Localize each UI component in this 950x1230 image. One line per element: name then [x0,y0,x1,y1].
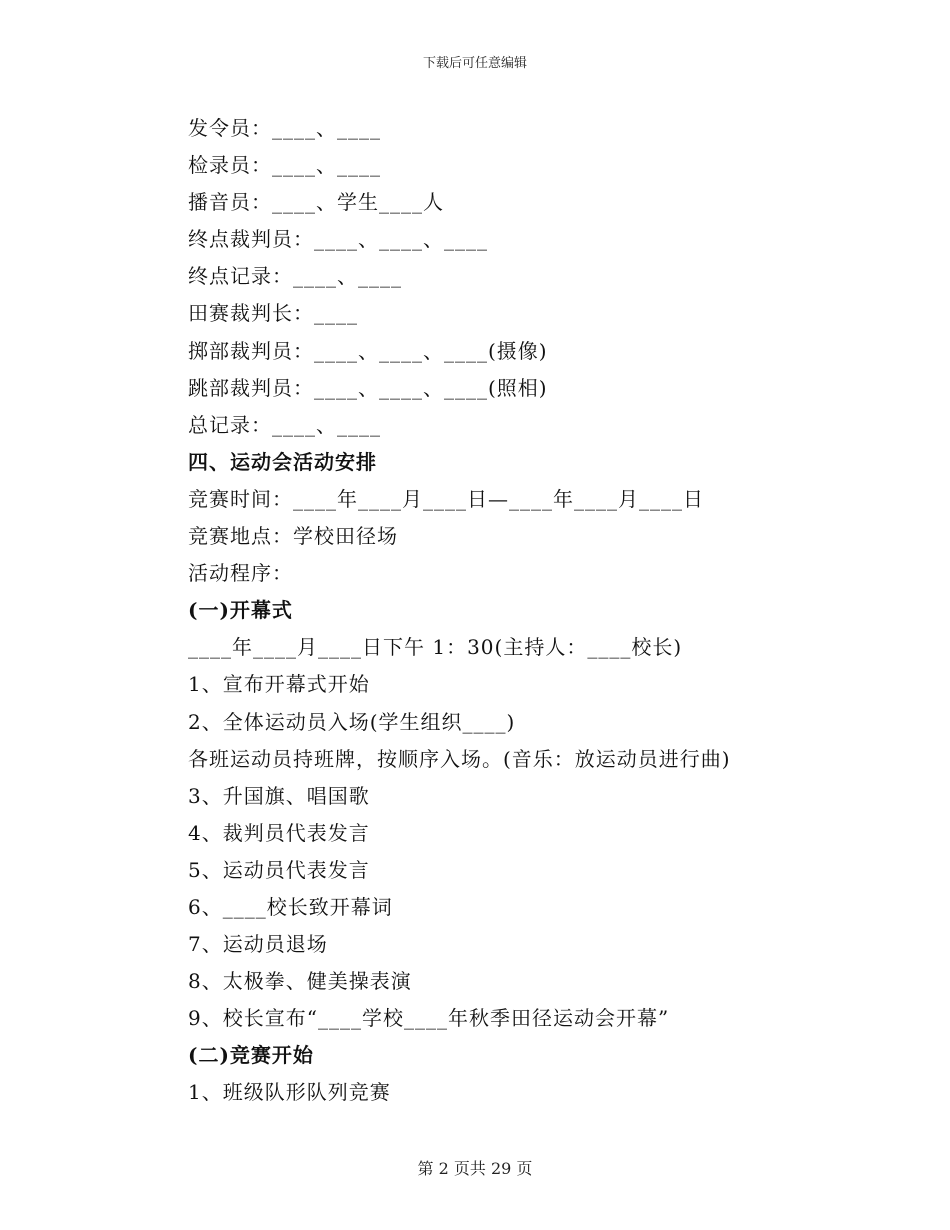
text-line: 终点裁判员：____、____、____ [188,227,488,252]
list-item: 9、校长宣布“____学校____年秋季田径运动会开幕” [188,1006,670,1031]
text-line: 掷部裁判员：____、____、____(摄像) [188,338,548,363]
section-heading: 四、运动会活动安排 [188,449,377,474]
text-line: 跳部裁判员：____、____、____(照相) [188,375,548,400]
list-item: 1、班级队形队列竞赛 [188,1080,391,1105]
text-line: 竞赛时间：____年____月____日—____年____月____日 [188,486,704,511]
list-item: 2、全体运动员入场(学生组织____) [188,709,516,734]
text-line: 活动程序： [188,561,293,586]
text-line: 检录员：____、____ [188,153,381,178]
list-item: 3、升国旗、唱国歌 [188,783,370,808]
list-item: 6、____校长致开幕词 [188,894,393,919]
text-line: 田赛裁判长：____ [188,301,358,326]
page-header: 下载后可任意编辑 [422,56,527,71]
list-item: 5、运动员代表发言 [188,857,370,882]
text-line: 发令员：____、____ [188,116,381,140]
subsection-heading: (一)开幕式 [188,598,293,623]
list-item: 4、裁判员代表发言 [188,820,370,845]
subsection-heading: (二)竞赛开始 [188,1043,314,1068]
text-line: 终点记录：____、____ [188,264,402,289]
text-line: 总记录：____、____ [188,412,381,437]
document-body [188,110,888,1112]
list-item: 1、宣布开幕式开始 [188,672,370,697]
list-item: 8、太极拳、健美操表演 [188,969,412,994]
text-line: 各班运动员持班牌，按顺序入场。(音乐：放运动员进行曲) [188,746,731,771]
page-footer: 第 2 页共 29 页 [417,1159,533,1178]
text-line: 竞赛地点：学校田径场 [188,524,398,549]
text-line: ____年____月____日下午 1：30(主持人：____校长) [188,635,683,660]
text-line: 播音员：____、学生____人 [188,190,444,215]
list-item: 7、运动员退场 [188,932,328,957]
